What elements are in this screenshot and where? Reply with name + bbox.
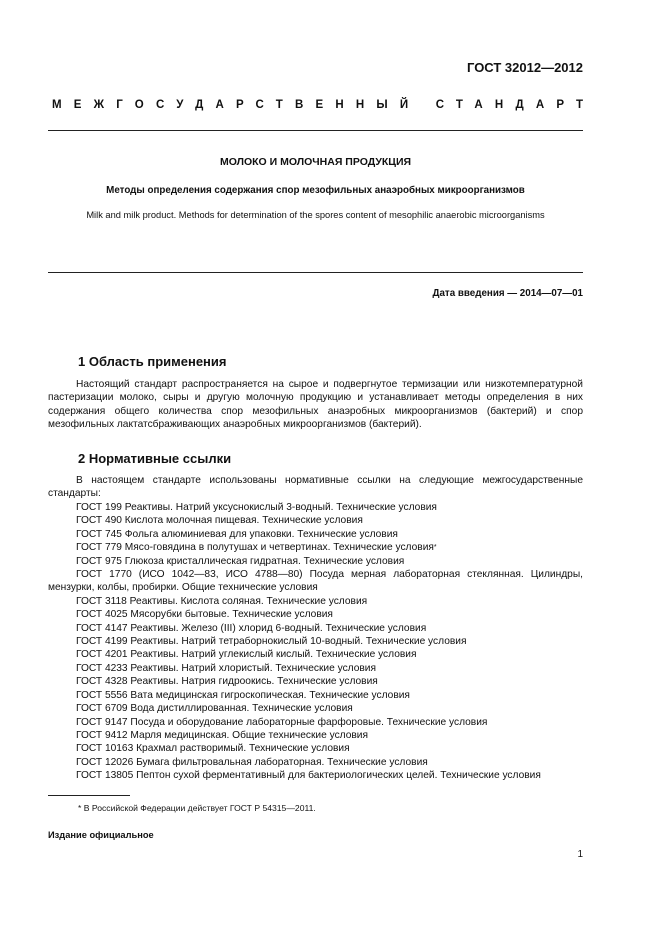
normative-references-list: [48, 501, 583, 783]
reference-item: ГОСТ 4233 Реактивы. Натрий хлористый. Технические условия: [76, 662, 377, 674]
section-2-heading: 2 Нормативные ссылки: [78, 451, 232, 466]
english-title: Milk and milk product. Methods for determination of the spores content of mesophilic anaerobic microorganisms: [86, 210, 545, 220]
footnote: * В Российской Федерации действует ГОСТ Р 54315—2011.: [78, 803, 316, 813]
document-number: ГОСТ 32012—2012: [467, 60, 583, 75]
reference-item: ГОСТ 490 Кислота молочная пищевая. Технические условия: [76, 515, 363, 527]
reference-item: ГОСТ 4199 Реактивы. Натрий тетраборнокислый 10-водный. Технические условия: [76, 636, 467, 648]
reference-item: ГОСТ 1770 (ИСО 1042—83, ИСО 4788—80) Посуда мерная лабораторная стеклянная. Цилиндры, мензурки, колбы, пробирки. Общие технические условия: [48, 569, 583, 594]
reference-item: ГОСТ 5556 Вата медицинская гигроскопическая. Технические условия: [76, 689, 410, 701]
reference-item: ГОСТ 199 Реактивы. Натрий уксуснокислый 3-водный. Технические условия: [76, 502, 437, 513]
reference-item: ГОСТ 4328 Реактивы. Натрия гидроокись. Технические условия: [76, 676, 378, 688]
standard-type: МЕЖГОСУДАРСТВЕННЫЙ СТАНДАРТ: [52, 99, 596, 111]
reference-item: ГОСТ 9412 Марля медицинская. Общие технические условия: [76, 729, 369, 741]
section-1-heading: 1 Область применения: [78, 354, 227, 369]
reference-item: ГОСТ 9147 Посуда и оборудование лабораторные фарфоровые. Технические условия: [76, 716, 488, 728]
reference-item: ГОСТ 4147 Реактивы. Железо (III) хлорид 6-водный. Технические условия: [76, 622, 427, 634]
reference-item: ГОСТ 779 Мясо-говядина в полутушах и четвертинах. Технические условия*: [76, 542, 437, 554]
reference-item: ГОСТ 6709 Вода дистиллированная. Технические условия: [76, 703, 353, 715]
reference-item: ГОСТ 4025 Мясорубки бытовые. Технические условия: [76, 609, 333, 621]
reference-item: ГОСТ 13805 Пептон сухой ферментативный для бактериологических целей. Технические условия: [76, 770, 541, 782]
introduction-date: Дата введения — 2014—07—01: [432, 288, 583, 299]
document-title: МОЛОКО И МОЛОЧНАЯ ПРОДУКЦИЯ: [219, 156, 412, 168]
title-divider: [48, 272, 583, 273]
edition-label: Издание официальное: [48, 830, 154, 840]
reference-item: ГОСТ 3118 Реактивы. Кислота соляная. Технические условия: [76, 595, 368, 607]
reference-item: ГОСТ 4201 Реактивы. Натрий углекислый кислый. Технические условия: [76, 649, 417, 661]
reference-item: ГОСТ 975 Глюкоза кристаллическая гидратная. Технические условия: [76, 555, 405, 567]
reference-item: ГОСТ 10163 Крахмал растворимый. Технические условия: [76, 743, 350, 755]
reference-item: ГОСТ 12026 Бумага фильтровальная лабораторная. Технические условия: [76, 756, 428, 768]
section-1-text: Настоящий стандарт распространяется на сырое и подвергнутое термизации или низкотемпературной пастеризации молоко, сыры и другую молочную продукцию и устанавливает методы определения в них содержания общего количества спор мезофильных анаэробных микроорганизмов (бактерий) и спор мезофильных лактатсбраживающих анаэробных микроорганизмов (бактерий).: [48, 379, 583, 431]
document-subtitle: Методы определения содержания спор мезофильных анаэробных микроорганизмов: [106, 185, 525, 196]
footnote-divider: [48, 795, 130, 796]
top-divider: [48, 130, 583, 131]
reference-item: ГОСТ 745 Фольга алюминиевая для упаковки. Технические условия: [76, 528, 398, 540]
page-number: 1: [577, 849, 583, 860]
section-2-intro: В настоящем стандарте использованы нормативные ссылки на следующие межгосударственные стандарты:: [48, 475, 583, 500]
footnote-mark: *: [433, 544, 437, 552]
